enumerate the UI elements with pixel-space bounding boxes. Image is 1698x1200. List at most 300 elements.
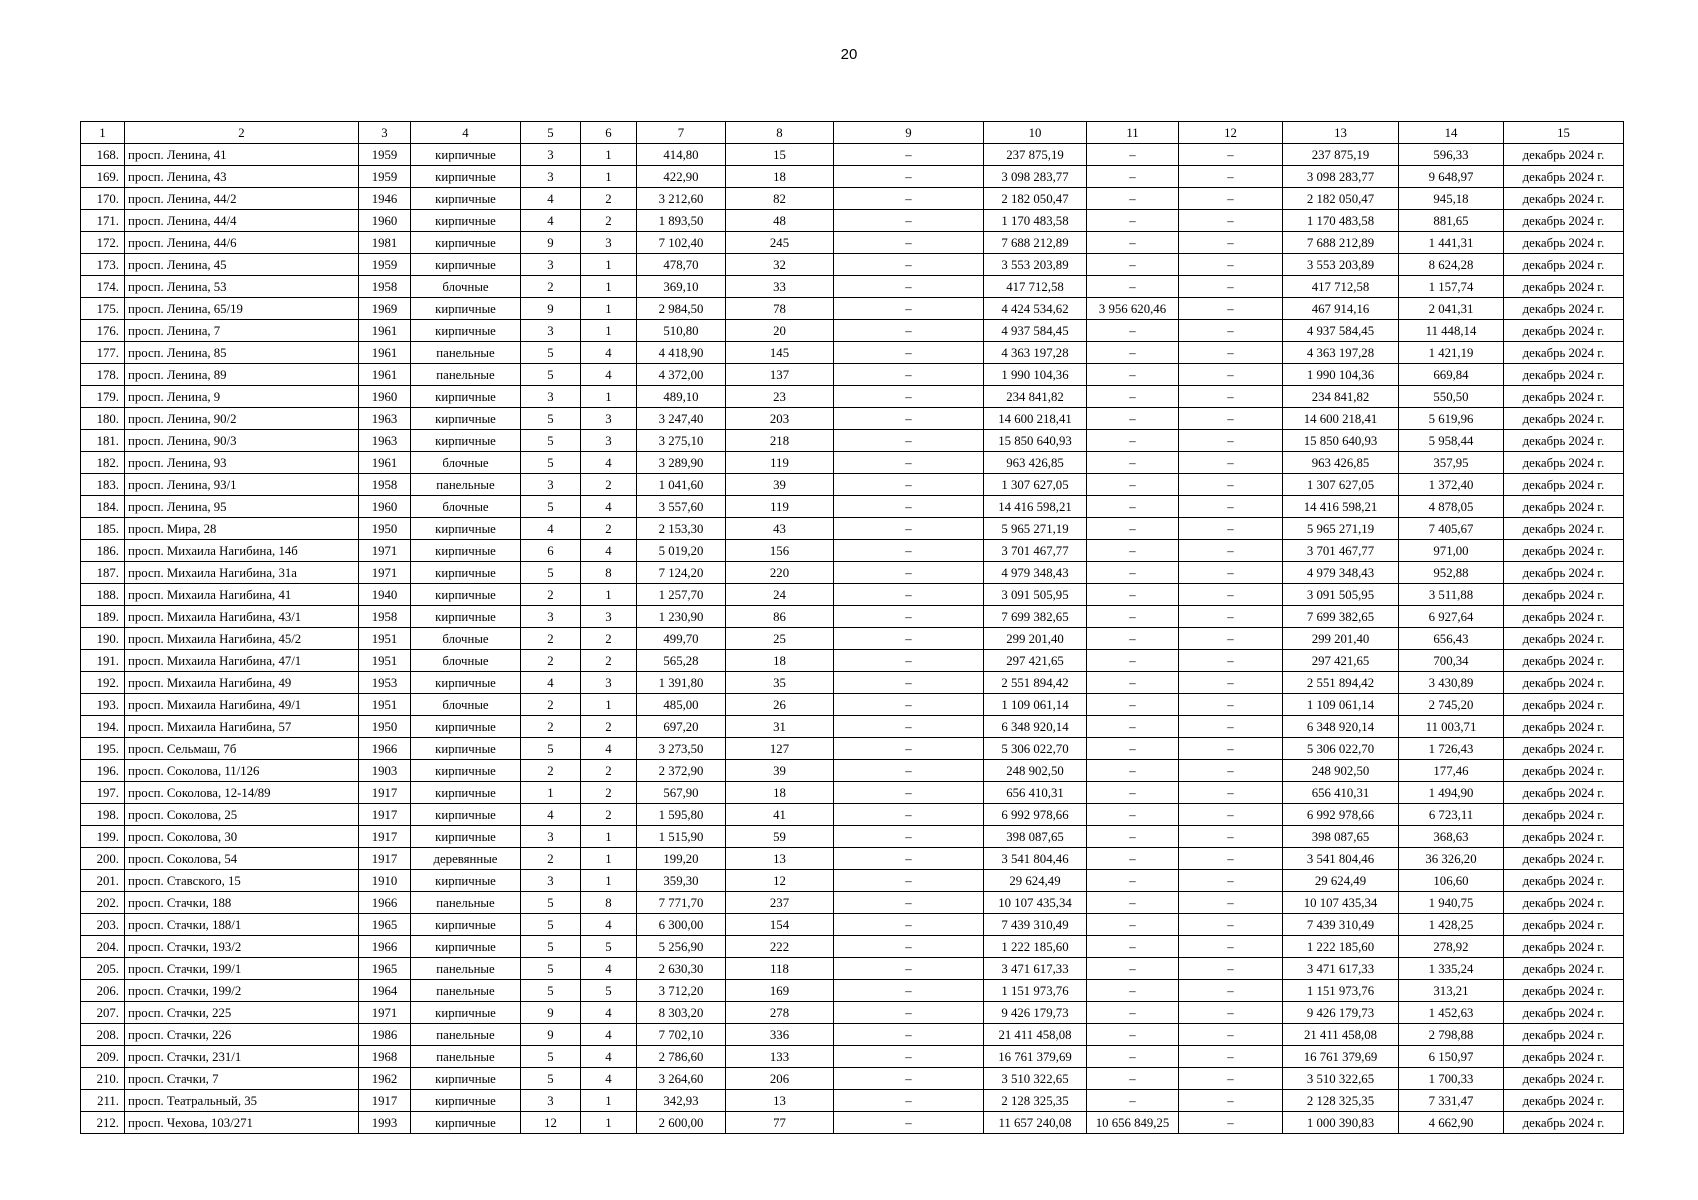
- col12-cell: –: [1179, 672, 1283, 694]
- address-cell: просп. Михаила Нагибина, 41: [125, 584, 359, 606]
- col10-cell: 6 348 920,14: [984, 716, 1087, 738]
- col12-cell: –: [1179, 386, 1283, 408]
- col11-cell: –: [1087, 1068, 1179, 1090]
- col11-cell: –: [1087, 540, 1179, 562]
- col13-cell: 467 914,16: [1283, 298, 1399, 320]
- row-number: 200.: [81, 848, 125, 870]
- year-cell: 1961: [359, 364, 411, 386]
- col14-cell: 5 619,96: [1399, 408, 1504, 430]
- table-row: [81, 782, 1624, 804]
- residents-cell: 156: [726, 540, 834, 562]
- area-cell: 478,70: [637, 254, 726, 276]
- col13-cell: 398 087,65: [1283, 826, 1399, 848]
- col12-cell: –: [1179, 716, 1283, 738]
- col10-cell: 3 471 617,33: [984, 958, 1087, 980]
- row-number: 206.: [81, 980, 125, 1002]
- deadline-cell: декабрь 2024 г.: [1504, 1024, 1624, 1046]
- address-cell: просп. Ленина, 53: [125, 276, 359, 298]
- address-cell: просп. Стачки, 193/2: [125, 936, 359, 958]
- column-header: 13: [1283, 122, 1399, 144]
- col10-cell: 2 551 894,42: [984, 672, 1087, 694]
- col11-cell: –: [1087, 562, 1179, 584]
- deadline-cell: декабрь 2024 г.: [1504, 232, 1624, 254]
- deadline-cell: декабрь 2024 г.: [1504, 452, 1624, 474]
- address-cell: просп. Ленина, 93/1: [125, 474, 359, 496]
- deadline-cell: декабрь 2024 г.: [1504, 144, 1624, 166]
- deadline-cell: декабрь 2024 г.: [1504, 980, 1624, 1002]
- col9-cell: –: [834, 1090, 984, 1112]
- col13-cell: 5 965 271,19: [1283, 518, 1399, 540]
- col9-cell: –: [834, 804, 984, 826]
- col12-cell: –: [1179, 144, 1283, 166]
- table-row: [81, 562, 1624, 584]
- entrances-cell: 2: [581, 628, 637, 650]
- row-number: 175.: [81, 298, 125, 320]
- col11-cell: –: [1087, 738, 1179, 760]
- col14-cell: 6 150,97: [1399, 1046, 1504, 1068]
- year-cell: 1917: [359, 804, 411, 826]
- address-cell: просп. Стачки, 199/2: [125, 980, 359, 1002]
- address-cell: просп. Соколова, 11/126: [125, 760, 359, 782]
- col13-cell: 2 182 050,47: [1283, 188, 1399, 210]
- col9-cell: –: [834, 892, 984, 914]
- col12-cell: –: [1179, 958, 1283, 980]
- residents-cell: 78: [726, 298, 834, 320]
- wall-material-cell: кирпичные: [411, 518, 521, 540]
- entrances-cell: 8: [581, 892, 637, 914]
- address-cell: просп. Ленина, 44/4: [125, 210, 359, 232]
- col9-cell: –: [834, 166, 984, 188]
- table-row: [81, 694, 1624, 716]
- col13-cell: 963 426,85: [1283, 452, 1399, 474]
- row-number: 190.: [81, 628, 125, 650]
- entrances-cell: 4: [581, 1002, 637, 1024]
- address-cell: просп. Михаила Нагибина, 31а: [125, 562, 359, 584]
- col9-cell: –: [834, 144, 984, 166]
- residents-cell: 12: [726, 870, 834, 892]
- col11-cell: –: [1087, 914, 1179, 936]
- year-cell: 1959: [359, 254, 411, 276]
- col13-cell: 3 098 283,77: [1283, 166, 1399, 188]
- row-number: 202.: [81, 892, 125, 914]
- col11-cell: –: [1087, 342, 1179, 364]
- floors-cell: 12: [521, 1112, 581, 1134]
- entrances-cell: 1: [581, 386, 637, 408]
- col13-cell: 3 471 617,33: [1283, 958, 1399, 980]
- row-number: 184.: [81, 496, 125, 518]
- residents-cell: 206: [726, 1068, 834, 1090]
- address-cell: просп. Ленина, 44/6: [125, 232, 359, 254]
- entrances-cell: 1: [581, 870, 637, 892]
- col12-cell: –: [1179, 1068, 1283, 1090]
- col14-cell: 1 452,63: [1399, 1002, 1504, 1024]
- row-number: 204.: [81, 936, 125, 958]
- col13-cell: 234 841,82: [1283, 386, 1399, 408]
- col12-cell: –: [1179, 408, 1283, 430]
- residents-cell: 119: [726, 496, 834, 518]
- area-cell: 1 257,70: [637, 584, 726, 606]
- residents-cell: 218: [726, 430, 834, 452]
- col10-cell: 656 410,31: [984, 782, 1087, 804]
- residents-cell: 169: [726, 980, 834, 1002]
- wall-material-cell: кирпичные: [411, 936, 521, 958]
- col9-cell: –: [834, 518, 984, 540]
- year-cell: 1917: [359, 826, 411, 848]
- address-cell: просп. Соколова, 54: [125, 848, 359, 870]
- row-number: 197.: [81, 782, 125, 804]
- address-cell: просп. Михаила Нагибина, 49: [125, 672, 359, 694]
- col12-cell: –: [1179, 166, 1283, 188]
- wall-material-cell: панельные: [411, 342, 521, 364]
- residents-cell: 118: [726, 958, 834, 980]
- address-cell: просп. Ленина, 9: [125, 386, 359, 408]
- col11-cell: –: [1087, 1090, 1179, 1112]
- year-cell: 1961: [359, 342, 411, 364]
- col11-cell: –: [1087, 496, 1179, 518]
- deadline-cell: декабрь 2024 г.: [1504, 606, 1624, 628]
- row-number: 205.: [81, 958, 125, 980]
- col14-cell: 36 326,20: [1399, 848, 1504, 870]
- col12-cell: –: [1179, 650, 1283, 672]
- area-cell: 5 256,90: [637, 936, 726, 958]
- wall-material-cell: кирпичные: [411, 672, 521, 694]
- residents-cell: 48: [726, 210, 834, 232]
- address-cell: просп. Ставского, 15: [125, 870, 359, 892]
- col9-cell: –: [834, 672, 984, 694]
- entrances-cell: 1: [581, 144, 637, 166]
- floors-cell: 5: [521, 342, 581, 364]
- floors-cell: 2: [521, 694, 581, 716]
- address-cell: просп. Михаила Нагибина, 45/2: [125, 628, 359, 650]
- table-row: [81, 474, 1624, 496]
- residents-cell: 39: [726, 760, 834, 782]
- wall-material-cell: кирпичные: [411, 232, 521, 254]
- deadline-cell: декабрь 2024 г.: [1504, 166, 1624, 188]
- address-cell: просп. Ленина, 45: [125, 254, 359, 276]
- deadline-cell: декабрь 2024 г.: [1504, 584, 1624, 606]
- area-cell: 3 557,60: [637, 496, 726, 518]
- wall-material-cell: блочные: [411, 452, 521, 474]
- wall-material-cell: блочные: [411, 496, 521, 518]
- year-cell: 1940: [359, 584, 411, 606]
- area-cell: 199,20: [637, 848, 726, 870]
- column-header: 2: [125, 122, 359, 144]
- column-header: 8: [726, 122, 834, 144]
- year-cell: 1903: [359, 760, 411, 782]
- deadline-cell: декабрь 2024 г.: [1504, 1046, 1624, 1068]
- entrances-cell: 1: [581, 848, 637, 870]
- entrances-cell: 3: [581, 430, 637, 452]
- col13-cell: 15 850 640,93: [1283, 430, 1399, 452]
- wall-material-cell: кирпичные: [411, 298, 521, 320]
- col10-cell: 1 222 185,60: [984, 936, 1087, 958]
- table-row: [81, 166, 1624, 188]
- table-row: [81, 496, 1624, 518]
- col14-cell: 656,43: [1399, 628, 1504, 650]
- col12-cell: –: [1179, 518, 1283, 540]
- floors-cell: 3: [521, 166, 581, 188]
- table-row: [81, 606, 1624, 628]
- col12-cell: –: [1179, 980, 1283, 1002]
- col9-cell: –: [834, 958, 984, 980]
- area-cell: 4 418,90: [637, 342, 726, 364]
- area-cell: 697,20: [637, 716, 726, 738]
- col9-cell: –: [834, 452, 984, 474]
- row-number: 201.: [81, 870, 125, 892]
- col9-cell: –: [834, 914, 984, 936]
- entrances-cell: 5: [581, 980, 637, 1002]
- col12-cell: –: [1179, 606, 1283, 628]
- col11-cell: –: [1087, 584, 1179, 606]
- row-number: 179.: [81, 386, 125, 408]
- row-number: 191.: [81, 650, 125, 672]
- residents-cell: 18: [726, 650, 834, 672]
- deadline-cell: декабрь 2024 г.: [1504, 1002, 1624, 1024]
- column-header: 10: [984, 122, 1087, 144]
- year-cell: 1959: [359, 144, 411, 166]
- table-row: [81, 804, 1624, 826]
- floors-cell: 9: [521, 232, 581, 254]
- col9-cell: –: [834, 298, 984, 320]
- deadline-cell: декабрь 2024 г.: [1504, 958, 1624, 980]
- col12-cell: –: [1179, 1090, 1283, 1112]
- entrances-cell: 8: [581, 562, 637, 584]
- residents-cell: 18: [726, 166, 834, 188]
- col11-cell: –: [1087, 144, 1179, 166]
- wall-material-cell: панельные: [411, 980, 521, 1002]
- col14-cell: 881,65: [1399, 210, 1504, 232]
- col10-cell: 1 151 973,76: [984, 980, 1087, 1002]
- address-cell: просп. Стачки, 199/1: [125, 958, 359, 980]
- col11-cell: –: [1087, 782, 1179, 804]
- row-number: 178.: [81, 364, 125, 386]
- col12-cell: –: [1179, 210, 1283, 232]
- col13-cell: 21 411 458,08: [1283, 1024, 1399, 1046]
- area-cell: 369,10: [637, 276, 726, 298]
- wall-material-cell: блочные: [411, 628, 521, 650]
- wall-material-cell: кирпичные: [411, 254, 521, 276]
- year-cell: 1968: [359, 1046, 411, 1068]
- entrances-cell: 1: [581, 276, 637, 298]
- col11-cell: –: [1087, 958, 1179, 980]
- col13-cell: 3 541 804,46: [1283, 848, 1399, 870]
- col10-cell: 15 850 640,93: [984, 430, 1087, 452]
- residents-cell: 59: [726, 826, 834, 848]
- address-cell: просп. Стачки, 226: [125, 1024, 359, 1046]
- floors-cell: 9: [521, 1002, 581, 1024]
- col10-cell: 248 902,50: [984, 760, 1087, 782]
- address-cell: просп. Ленина, 90/2: [125, 408, 359, 430]
- table-row: [81, 276, 1624, 298]
- col11-cell: 10 656 849,25: [1087, 1112, 1179, 1134]
- row-number: 203.: [81, 914, 125, 936]
- col11-cell: –: [1087, 166, 1179, 188]
- wall-material-cell: панельные: [411, 364, 521, 386]
- table-row: [81, 320, 1624, 342]
- col10-cell: 3 701 467,77: [984, 540, 1087, 562]
- column-header: 5: [521, 122, 581, 144]
- col11-cell: –: [1087, 606, 1179, 628]
- entrances-cell: 4: [581, 738, 637, 760]
- floors-cell: 4: [521, 518, 581, 540]
- col10-cell: 5 306 022,70: [984, 738, 1087, 760]
- table-row: [81, 1046, 1624, 1068]
- residents-cell: 220: [726, 562, 834, 584]
- entrances-cell: 5: [581, 936, 637, 958]
- row-number: 188.: [81, 584, 125, 606]
- col10-cell: 963 426,85: [984, 452, 1087, 474]
- col9-cell: –: [834, 650, 984, 672]
- col10-cell: 1 109 061,14: [984, 694, 1087, 716]
- col14-cell: 7 331,47: [1399, 1090, 1504, 1112]
- year-cell: 1981: [359, 232, 411, 254]
- col11-cell: –: [1087, 694, 1179, 716]
- address-cell: просп. Ленина, 95: [125, 496, 359, 518]
- col11-cell: –: [1087, 1046, 1179, 1068]
- col11-cell: –: [1087, 386, 1179, 408]
- col10-cell: 11 657 240,08: [984, 1112, 1087, 1134]
- col14-cell: 11 003,71: [1399, 716, 1504, 738]
- col9-cell: –: [834, 386, 984, 408]
- residents-cell: 24: [726, 584, 834, 606]
- address-cell: просп. Ленина, 7: [125, 320, 359, 342]
- col11-cell: –: [1087, 716, 1179, 738]
- floors-cell: 5: [521, 562, 581, 584]
- entrances-cell: 4: [581, 342, 637, 364]
- entrances-cell: 4: [581, 364, 637, 386]
- residents-cell: 245: [726, 232, 834, 254]
- col14-cell: 1 441,31: [1399, 232, 1504, 254]
- residents-cell: 278: [726, 1002, 834, 1024]
- wall-material-cell: блочные: [411, 650, 521, 672]
- deadline-cell: декабрь 2024 г.: [1504, 386, 1624, 408]
- table-row: [81, 408, 1624, 430]
- col14-cell: 368,63: [1399, 826, 1504, 848]
- col14-cell: 700,34: [1399, 650, 1504, 672]
- col9-cell: –: [834, 936, 984, 958]
- deadline-cell: декабрь 2024 г.: [1504, 474, 1624, 496]
- deadline-cell: декабрь 2024 г.: [1504, 804, 1624, 826]
- residents-cell: 127: [726, 738, 834, 760]
- col14-cell: 596,33: [1399, 144, 1504, 166]
- deadline-cell: декабрь 2024 г.: [1504, 628, 1624, 650]
- deadline-cell: декабрь 2024 г.: [1504, 914, 1624, 936]
- col10-cell: 2 182 050,47: [984, 188, 1087, 210]
- wall-material-cell: деревянные: [411, 848, 521, 870]
- year-cell: 1917: [359, 782, 411, 804]
- col12-cell: –: [1179, 1024, 1283, 1046]
- col10-cell: 2 128 325,35: [984, 1090, 1087, 1112]
- table-row: [81, 232, 1624, 254]
- col9-cell: –: [834, 584, 984, 606]
- row-number: 171.: [81, 210, 125, 232]
- residents-cell: 13: [726, 848, 834, 870]
- deadline-cell: декабрь 2024 г.: [1504, 408, 1624, 430]
- table-row: [81, 892, 1624, 914]
- residents-cell: 26: [726, 694, 834, 716]
- col13-cell: 1 990 104,36: [1283, 364, 1399, 386]
- col11-cell: –: [1087, 474, 1179, 496]
- col10-cell: 3 553 203,89: [984, 254, 1087, 276]
- col13-cell: 4 363 197,28: [1283, 342, 1399, 364]
- wall-material-cell: кирпичные: [411, 166, 521, 188]
- year-cell: 1951: [359, 628, 411, 650]
- col9-cell: –: [834, 276, 984, 298]
- area-cell: 3 289,90: [637, 452, 726, 474]
- col13-cell: 417 712,58: [1283, 276, 1399, 298]
- col12-cell: –: [1179, 562, 1283, 584]
- year-cell: 1961: [359, 452, 411, 474]
- address-cell: просп. Ленина, 89: [125, 364, 359, 386]
- row-number: 212.: [81, 1112, 125, 1134]
- area-cell: 2 786,60: [637, 1046, 726, 1068]
- column-header: 6: [581, 122, 637, 144]
- table-header-row: [81, 122, 1624, 144]
- col12-cell: –: [1179, 430, 1283, 452]
- area-cell: 422,90: [637, 166, 726, 188]
- address-cell: просп. Михаила Нагибина, 49/1: [125, 694, 359, 716]
- column-header: 9: [834, 122, 984, 144]
- row-number: 186.: [81, 540, 125, 562]
- col14-cell: 2 745,20: [1399, 694, 1504, 716]
- col12-cell: –: [1179, 452, 1283, 474]
- wall-material-cell: кирпичные: [411, 210, 521, 232]
- table-row: [81, 1112, 1624, 1134]
- table-row: [81, 628, 1624, 650]
- row-number: 187.: [81, 562, 125, 584]
- table-row: [81, 1002, 1624, 1024]
- col10-cell: 4 363 197,28: [984, 342, 1087, 364]
- table-row: [81, 716, 1624, 738]
- col13-cell: 10 107 435,34: [1283, 892, 1399, 914]
- row-number: 194.: [81, 716, 125, 738]
- col14-cell: 3 511,88: [1399, 584, 1504, 606]
- area-cell: 1 893,50: [637, 210, 726, 232]
- area-cell: 567,90: [637, 782, 726, 804]
- wall-material-cell: кирпичные: [411, 826, 521, 848]
- area-cell: 485,00: [637, 694, 726, 716]
- wall-material-cell: блочные: [411, 694, 521, 716]
- floors-cell: 4: [521, 188, 581, 210]
- wall-material-cell: панельные: [411, 1046, 521, 1068]
- address-cell: просп. Стачки, 225: [125, 1002, 359, 1024]
- deadline-cell: декабрь 2024 г.: [1504, 1112, 1624, 1134]
- year-cell: 1963: [359, 408, 411, 430]
- floors-cell: 2: [521, 584, 581, 606]
- floors-cell: 3: [521, 144, 581, 166]
- row-number: 185.: [81, 518, 125, 540]
- area-cell: 414,80: [637, 144, 726, 166]
- col12-cell: –: [1179, 738, 1283, 760]
- year-cell: 1958: [359, 474, 411, 496]
- year-cell: 1993: [359, 1112, 411, 1134]
- col10-cell: 14 600 218,41: [984, 408, 1087, 430]
- deadline-cell: декабрь 2024 г.: [1504, 650, 1624, 672]
- deadline-cell: декабрь 2024 г.: [1504, 716, 1624, 738]
- floors-cell: 2: [521, 276, 581, 298]
- floors-cell: 3: [521, 826, 581, 848]
- col14-cell: 313,21: [1399, 980, 1504, 1002]
- col9-cell: –: [834, 496, 984, 518]
- col9-cell: –: [834, 870, 984, 892]
- col13-cell: 3 701 467,77: [1283, 540, 1399, 562]
- residents-cell: 145: [726, 342, 834, 364]
- deadline-cell: декабрь 2024 г.: [1504, 320, 1624, 342]
- wall-material-cell: кирпичные: [411, 804, 521, 826]
- entrances-cell: 2: [581, 518, 637, 540]
- table-row: [81, 452, 1624, 474]
- col10-cell: 398 087,65: [984, 826, 1087, 848]
